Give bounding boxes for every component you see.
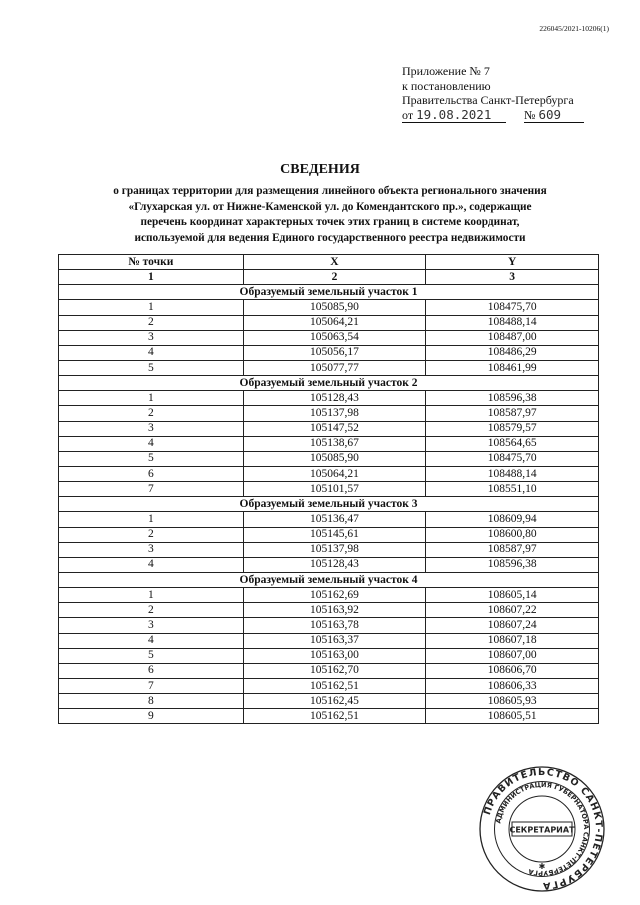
table-row — [59, 345, 599, 360]
point-number-cell: 2 — [59, 315, 244, 330]
point-number-cell: 5 — [59, 360, 244, 375]
y-coordinate-cell: 108600,80 — [426, 527, 599, 542]
subtitle-line: о границах территории для размещения линейного объекта регионального значения — [113, 185, 547, 197]
y-coordinate-cell: 108605,93 — [426, 694, 599, 709]
table-row — [59, 436, 599, 451]
point-number-cell: 7 — [59, 482, 244, 497]
section-title: Образуемый земельный участок 2 — [59, 376, 599, 391]
point-number-cell: 1 — [59, 300, 244, 315]
seal-star-icon: ✱ — [538, 862, 546, 871]
y-coordinate-cell: 108475,70 — [426, 451, 599, 466]
x-coordinate-cell: 105128,43 — [243, 557, 426, 572]
document-registration-number: 226045/2021-10206(1) — [539, 24, 609, 33]
table-row — [59, 421, 599, 436]
x-coordinate-cell: 105147,52 — [243, 421, 426, 436]
point-number-cell: 4 — [59, 345, 244, 360]
seal-inner-text: АДМИНИСТРАЦИЯ ГУБЕРНАТОРА САНКТ-ПЕТЕРБУРГА — [494, 780, 591, 878]
point-number-cell: 5 — [59, 648, 244, 663]
x-coordinate-cell: 105162,45 — [243, 694, 426, 709]
table-row — [59, 618, 599, 633]
table-row — [59, 406, 599, 421]
table-row — [59, 663, 599, 678]
table-row — [59, 678, 599, 693]
x-coordinate-cell: 105162,69 — [243, 588, 426, 603]
section-header-row — [59, 572, 599, 587]
point-number-cell: 1 — [59, 391, 244, 406]
point-number-cell: 2 — [59, 406, 244, 421]
table-row — [59, 709, 599, 724]
header-point-number: № точки — [59, 255, 244, 270]
point-number-cell: 4 — [59, 557, 244, 572]
header-x: X — [243, 255, 426, 270]
table-row — [59, 330, 599, 345]
x-coordinate-cell: 105145,61 — [243, 527, 426, 542]
point-number-cell: 3 — [59, 330, 244, 345]
x-coordinate-cell: 105138,67 — [243, 436, 426, 451]
annex-number: 609 — [538, 106, 562, 122]
x-coordinate-cell: 105137,98 — [243, 406, 426, 421]
secretariat-seal — [478, 765, 606, 893]
x-coordinate-cell: 105163,37 — [243, 633, 426, 648]
x-coordinate-cell: 105063,54 — [243, 330, 426, 345]
table-row — [59, 648, 599, 663]
y-coordinate-cell: 108475,70 — [426, 300, 599, 315]
subtitle-line: используемой для ведения Единого государственного реестра недвижимости — [134, 231, 526, 244]
point-number-cell: 9 — [59, 709, 244, 724]
table-column-index-row — [59, 270, 599, 285]
table-row — [59, 512, 599, 527]
y-coordinate-cell: 108564,65 — [426, 436, 599, 451]
point-number-cell: 3 — [59, 542, 244, 557]
annex-number-label: № — [524, 107, 536, 122]
y-coordinate-cell: 108605,14 — [426, 588, 599, 603]
column-index: 2 — [243, 270, 426, 285]
y-coordinate-cell: 108606,33 — [426, 678, 599, 693]
y-coordinate-cell: 108607,18 — [426, 633, 599, 648]
subtitle-line: «Глухарская ул. от Нижне-Каменской ул. до Комендантского пр.», содержащие — [128, 200, 532, 213]
annex-number-field — [524, 108, 584, 124]
x-coordinate-cell: 105163,00 — [243, 648, 426, 663]
y-coordinate-cell: 108596,38 — [426, 557, 599, 572]
subtitle-line: перечень координат характерных точек этих границ в системе координат, — [140, 216, 520, 229]
table-row — [59, 360, 599, 375]
y-coordinate-cell: 108609,94 — [426, 512, 599, 527]
table-row — [59, 300, 599, 315]
page-subtitle — [60, 184, 600, 246]
table-row — [59, 542, 599, 557]
y-coordinate-cell: 108587,97 — [426, 542, 599, 557]
column-index: 3 — [426, 270, 599, 285]
table-row — [59, 633, 599, 648]
x-coordinate-cell: 105101,57 — [243, 482, 426, 497]
point-number-cell: 2 — [59, 527, 244, 542]
x-coordinate-cell: 105064,21 — [243, 466, 426, 481]
section-title: Образуемый земельный участок 1 — [59, 285, 599, 300]
annex-date-line — [402, 108, 584, 124]
point-number-cell: 1 — [59, 588, 244, 603]
point-number-cell: 1 — [59, 512, 244, 527]
x-coordinate-cell: 105162,70 — [243, 663, 426, 678]
point-number-cell: 4 — [59, 436, 244, 451]
y-coordinate-cell: 108488,14 — [426, 315, 599, 330]
page-title: СВЕДЕНИЯ — [280, 162, 360, 177]
x-coordinate-cell: 105137,98 — [243, 542, 426, 557]
table-row — [59, 557, 599, 572]
section-title: Образуемый земельный участок 4 — [59, 572, 599, 587]
x-coordinate-cell: 105128,43 — [243, 391, 426, 406]
section-title: Образуемый земельный участок 3 — [59, 497, 599, 512]
seal-outer-text: ПРАВИТЕЛЬСТВО САНКТ-ПЕТЕРБУРГА — [481, 766, 605, 892]
y-coordinate-cell: 108487,00 — [426, 330, 599, 345]
x-coordinate-cell: 105077,77 — [243, 360, 426, 375]
x-coordinate-cell: 105085,90 — [243, 451, 426, 466]
annex-line-3: Правительства Санкт-Петербурга — [402, 93, 574, 107]
point-number-cell: 2 — [59, 603, 244, 618]
table-row — [59, 482, 599, 497]
table-header-row — [59, 255, 599, 270]
table-row — [59, 694, 599, 709]
point-number-cell: 7 — [59, 678, 244, 693]
table-row — [59, 527, 599, 542]
y-coordinate-cell: 108607,00 — [426, 648, 599, 663]
annex-from-label: от — [402, 107, 414, 122]
section-header-row — [59, 376, 599, 391]
table-row — [59, 391, 599, 406]
x-coordinate-cell: 105064,21 — [243, 315, 426, 330]
y-coordinate-cell: 108606,70 — [426, 663, 599, 678]
y-coordinate-cell: 108596,38 — [426, 391, 599, 406]
annex-date: 19.08.2021 — [416, 106, 492, 122]
point-number-cell: 4 — [59, 633, 244, 648]
table-row — [59, 603, 599, 618]
point-number-cell: 3 — [59, 421, 244, 436]
y-coordinate-cell: 108579,57 — [426, 421, 599, 436]
point-number-cell: 5 — [59, 451, 244, 466]
section-header-row — [59, 285, 599, 300]
annex-block — [402, 64, 584, 123]
header-y: Y — [426, 255, 599, 270]
y-coordinate-cell: 108607,22 — [426, 603, 599, 618]
point-number-cell: 6 — [59, 466, 244, 481]
x-coordinate-cell: 105162,51 — [243, 678, 426, 693]
x-coordinate-cell: 105136,47 — [243, 512, 426, 527]
y-coordinate-cell: 108605,51 — [426, 709, 599, 724]
table-row — [59, 315, 599, 330]
annex-date-field — [402, 108, 506, 124]
table-row — [59, 466, 599, 481]
y-coordinate-cell: 108486,29 — [426, 345, 599, 360]
x-coordinate-cell: 105163,92 — [243, 603, 426, 618]
annex-line-1: Приложение № 7 — [402, 64, 490, 78]
x-coordinate-cell: 105163,78 — [243, 618, 426, 633]
x-coordinate-cell: 105056,17 — [243, 345, 426, 360]
coordinates-table-body — [59, 285, 599, 724]
y-coordinate-cell: 108551,10 — [426, 482, 599, 497]
y-coordinate-cell: 108461,99 — [426, 360, 599, 375]
point-number-cell: 8 — [59, 694, 244, 709]
y-coordinate-cell: 108607,24 — [426, 618, 599, 633]
seal-center-text: СЕКРЕТАРИАТ — [509, 825, 575, 835]
point-number-cell: 6 — [59, 663, 244, 678]
annex-line-2: к постановлению — [402, 78, 491, 93]
table-row — [59, 451, 599, 466]
point-number-cell: 3 — [59, 618, 244, 633]
section-header-row — [59, 497, 599, 512]
x-coordinate-cell: 105085,90 — [243, 300, 426, 315]
y-coordinate-cell: 108488,14 — [426, 466, 599, 481]
table-row — [59, 588, 599, 603]
x-coordinate-cell: 105162,51 — [243, 709, 426, 724]
column-index: 1 — [59, 270, 244, 285]
coordinates-table — [58, 254, 599, 724]
y-coordinate-cell: 108587,97 — [426, 406, 599, 421]
